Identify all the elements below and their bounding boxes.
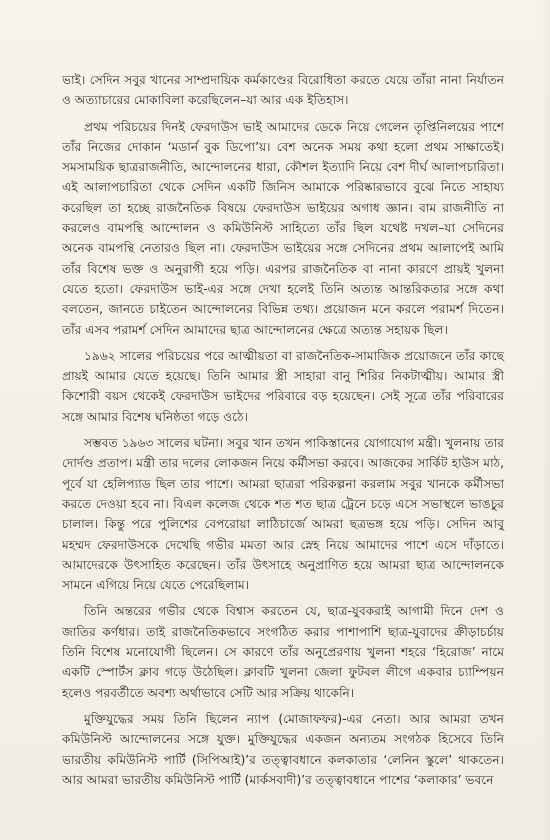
page-edge-shadow xyxy=(542,0,550,840)
paragraph-1962-relation: ১৯৬২ সালের পরিচয়ের পরে আত্মীয়তা বা রাজনৈতিক-সামাজিক প্রয়োজনে তাঁর কাছে প্রায়ই আমার যেতে হয়েছে। তিনি আমার স্ত্রী সাহারা বানু শিরির নিকটাত্মীয়। আমার স্ত্রী কিশোরী বয়স থেকেই ফেরদাউস ভাইদের পরিবারে বড় হয়েছেন। সেই সূত্রে তাঁর পরিবারের সঙ্গে আমার বিশেষ ঘনিষ্ঠতা গড়ে ওঠে। xyxy=(62,348,504,424)
paragraph-first-meeting: প্রথম পরিচয়ের দিনই ফেরদাউস ভাই আমাদের ডেকে নিয়ে গেলেন তৃপ্তিনিলয়ের পাশে তাঁর নিজের দোকান ‘মডার্ন বুক ডিপো’য়। বেশ অনেক সময় কথা হলো প্রথম সাক্ষাতেই। সমসাময়িক ছাত্ররাজনীতি, আন্দোলনের ধারা, কৌশল ইত্যাদি নিয়ে বেশ দীর্ঘ আলাপচারিতা। এই আলাপচারিতা থেকে সেদিন একটি জিনিস আমাকে পরিষ্কারভাবে বুঝে নিতে সাহায্য করেছিল তা হচ্ছে রাজনৈতিক বিষয়ে ফেরদাউস ভাইয়ের অগাধ জ্ঞান। বাম রাজনীতি না করলেও বামপন্থি আন্দোলন ও কমিউনিস্ট সাহিত্যে তাঁর ছিল যথেষ্ট দখল–যা সেদিনের অনেক বামপন্থি নেতারও ছিল না। ফেরদাউস ভাইয়ের সঙ্গে সেদিনের প্রথম আলাপেই আমি তাঁর বিশেষ ভক্ত ও অনুরাগী হয়ে পড়ি। এরপর রাজনৈতিক বা নানা কারণে প্রায়ই খুলনা যেতে হতো। ফেরদাউস ভাই-এর সঙ্গে দেখা হলেই তিনি অত্যন্ত আন্তরিকতার সঙ্গে কথা বলতেন, জানতে চাইতেন আন্দোলনের বিভিন্ন তথ্য। প্রয়োজন মনে করলে পরামর্শ দিতেন। তাঁর এসব পরামর্শ সেদিন আমাদের ছাত্র আন্দোলনের ক্ষেত্রে অত্যন্ত সহায়ক ছিল। xyxy=(62,119,504,337)
body-text xyxy=(62,70,504,796)
paragraph-1963-event: সম্ভবত ১৯৬৩ সালের ঘটনা। সবুর খান তখন পাকিস্তানের যোগাযোগ মন্ত্রী। খুলনায় তার দোর্দণ্ড প্রতাপ। মন্ত্রী তার দলের লোকজন নিয়ে কর্মীসভা করবে। আজকের সার্কিট হাউস মাঠ, পূর্বে যা হেলিপ্যাড ছিল তার পাশে। আমরা ছাত্ররা পরিকল্পনা করলাম সবুর খানকে কর্মীসভা করতে দেওয়া হবে না। বিএল কলেজ থেকে শত শত ছাত্র ট্রেনে চড়ে এসে সভাস্থলে ভাঙচুর চালাল। কিন্তু পরে পুলিশের বেপরোয়া লাঠিচার্জে আমরা ছত্রভঙ্গ হয়ে পড়ি। সেদিন আবু মহম্মদ ফেরদাউসকে দেখেছি গভীর মমতা আর স্নেহ নিয়ে আমাদের পাশে এসে দাঁড়াতে। আমাদেরকে উৎসাহিত করেছেন। তাঁর উৎসাহে অনুপ্রাণিত হয়ে আমরা ছাত্র আন্দোলনকে সামনে এগিয়ে নিয়ে যেতে পেরেছিলাম। xyxy=(62,436,504,593)
paragraph-liberation-war: মুক্তিযুদ্ধের সময় তিনি ছিলেন ন্যাপ (মোজাফফর)-এর নেতা। আর আমরা তখন কমিউনিস্ট আন্দোলনের সঙ্গে যুক্ত। মুক্তিযুদ্ধের একজন অন্যতম সংগঠক হিসেবে তিনি ভারতীয় কমিউনিস্ট পার্টি (সিপিআই)’র তত্ত্বাবধানে কলকাতার ‘লেনিন স্কুলে’ থাকতেন। আর আমরা ভারতীয় কমিউনিস্ট পার্টি (মার্কসবাদী)’র তত্ত্বাবধানে পাশের ‘কলাকার’ ভবনে xyxy=(62,711,504,787)
paragraph-continuation: ভাই। সেদিন সবুর খানের সাম্প্রদায়িক কর্মকাণ্ডের বিরোধিতা করতে যেয়ে তাঁরা নানা নির্যাতন ও অত্যাচারের মোকাবিলা করেছিলেন–যা আর এক ইতিহাস। xyxy=(62,73,504,108)
paragraph-youth-sports: তিনি অন্তরের গভীর থেকে বিশ্বাস করতেন যে, ছাত্র-যুবকরাই আগামী দিনে দেশ ও জাতির কর্ণধার। তাই রাজনৈতিকভাবে সংগঠিত করার পাশাপাশি ছাত্র-যুবাদের ক্রীড়াচর্চায় তিনি বিশেষ মনোযোগী ছিলেন। সে কারণে তাঁর অনুপ্রেরণায় খুলনা শহরে ‘হিরোজ’ নামে একটি স্পোর্টস ক্লাব গড়ে উঠেছিল। ক্লাবটি খুলনা জেলা ফুটবল লীগে একবার চ্যাম্পিয়ন হলেও পরবর্তীতে অবশ্য অর্থাভাবে সেটি আর সক্রিয় থাকেনি। xyxy=(62,604,504,700)
